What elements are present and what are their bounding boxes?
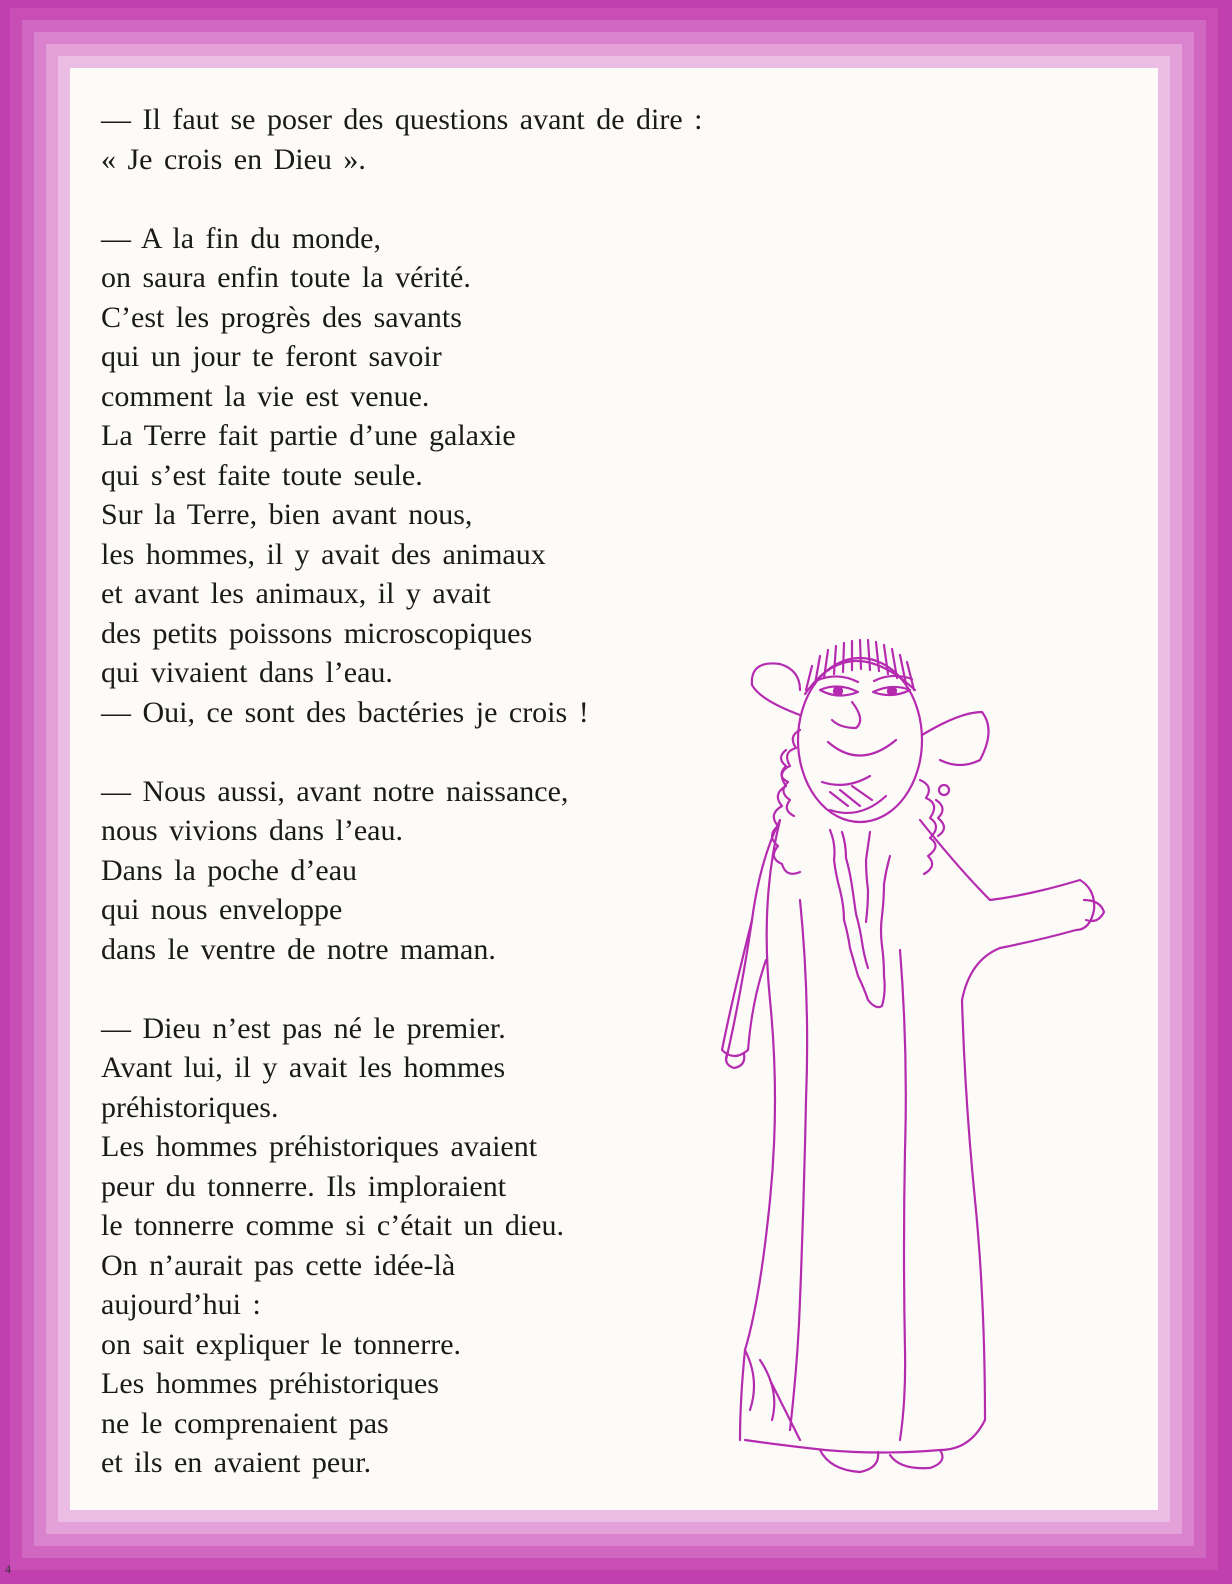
poem-line: dans le ventre de notre maman. [101,932,496,966]
stanza-4 [101,1009,721,1483]
poem-line: les hommes, il y avait des animaux [101,537,546,571]
poem-line: Dans la poche d’eau [101,853,358,887]
poem-line: des petits poissons microscopiques [101,616,533,650]
poem-line: La Terre fait partie d’une galaxie [101,419,516,452]
earring [939,785,949,795]
left-sleeve [722,920,766,1056]
page-number: 4 [5,1562,11,1576]
poem-line: — Nous aussi, avant notre naissance, [101,774,569,808]
poem-line: le tonnerre comme si c’était un dieu. [101,1209,564,1242]
poem-line: et avant les animaux, il y avait [101,577,491,610]
poem-line: qui un jour te feront savoir [101,340,442,373]
poem-line: nous vivions dans l’eau. [101,814,403,847]
poem-line: qui nous enveloppe [101,893,343,926]
stanza-1 [101,100,721,179]
poem-line: — A la fin du monde, [101,221,381,255]
poem-line: « Je crois en Dieu ». [101,142,366,176]
right-ear [922,712,989,765]
poem-line: aujourd’hui : [101,1288,261,1321]
poem-line: Sur la Terre, bien avant nous, [101,498,473,531]
poem-text [101,100,721,1483]
poem-line: qui vivaient dans l’eau. [101,656,393,689]
hair-strokes [805,640,915,694]
poem-line: Les hommes préhistoriques avaient [101,1130,538,1163]
poem-line: On n’aurait pas cette idée-là [101,1248,456,1282]
poem-line: qui s’est faite toute seule. [101,458,423,492]
poem-line: — Oui, ce sont des bactéries je crois ! [101,695,589,729]
beard [822,776,886,813]
eyes [818,676,912,696]
mouth [828,740,896,756]
poem-line: peur du tonnerre. Ils imploraient [101,1169,507,1203]
poem-line: et ils en avaient peur. [101,1446,372,1479]
necklace [830,830,890,1007]
poem-line: Avant lui, il y avait les hommes [101,1051,506,1084]
poem-line: préhistoriques. [101,1090,279,1124]
stanza-3 [101,772,721,970]
poem-line: C’est les progrès des savants [101,300,462,334]
poem-line: Les hommes préhistoriques [101,1367,439,1400]
poem-line: — Il faut se poser des questions avant de dire : [101,103,703,136]
robe [726,820,1094,1453]
head [798,658,922,822]
poem-line: ne le comprenaient pas [101,1406,389,1440]
child-drawing-of-robed-figure-icon [712,625,1112,1485]
stanza-2 [101,219,721,733]
poem-line: on sait expliquer le tonnerre. [101,1327,462,1361]
nose [832,702,860,728]
poem-line: on saura enfin toute la vérité. [101,261,471,294]
poem-line: — Dieu n’est pas né le premier. [101,1011,506,1045]
left-ear [752,663,800,715]
poem-line: comment la vie est venue. [101,379,430,413]
